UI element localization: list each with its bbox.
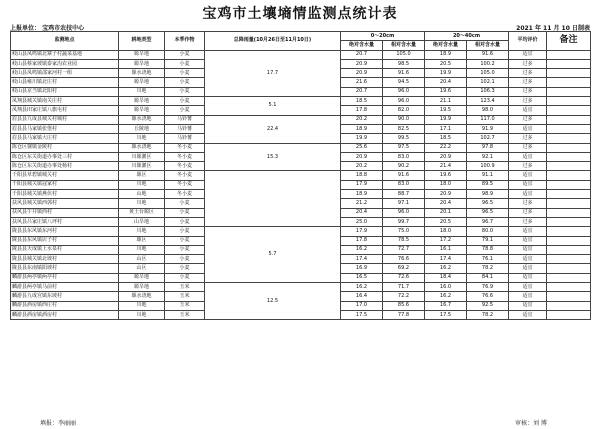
cell-remark [547,115,591,124]
footer-reviewer: 审核：刘 博 [515,420,547,427]
cell-rel-1: 97.5 [383,143,425,152]
cell-remark [547,78,591,87]
cell-crop: 马铃薯 [165,134,205,143]
cell-site: 岐山县雍川镇北庄村 [11,78,119,87]
cell-rel-2: 100.2 [467,59,509,68]
cell-rel-2: 76.1 [467,255,509,264]
cell-eval: 适宜 [509,106,547,115]
cell-remark [547,69,591,78]
cell-eval: 过多 [509,162,547,171]
cell-abs-2: 20.9 [425,152,467,161]
cell-abs-1: 20.9 [341,152,383,161]
cell-soil-type: 川塬灌区 [119,162,165,171]
cell-remark [547,255,591,264]
cell-rel-1: 71.7 [383,283,425,292]
cell-abs-2: 16.1 [425,245,467,254]
cell-crop: 小麦 [165,50,205,59]
cell-rel-2: 89.5 [467,180,509,189]
cell-rel-1: 85.6 [383,301,425,310]
cell-crop: 马铃薯 [165,124,205,133]
cell-rel-2: 98.9 [467,190,509,199]
cell-site: 扶风县吕家庄镇八坪村 [11,217,119,226]
cell-abs-2: 21.4 [425,162,467,171]
cell-rel-1: 96.0 [383,87,425,96]
cell-rel-2: 76.6 [467,292,509,301]
soil-moisture-table [10,31,591,320]
header-remark: 备注 [547,32,591,51]
cell-crop: 冬小麦 [165,143,205,152]
cell-crop: 小麦 [165,59,205,68]
cell-site: 陇县县天成镇上水泉村 [11,245,119,254]
header-abs-1: 绝对含水量 [341,41,383,50]
cell-rel-1: 82.5 [383,124,425,133]
cell-abs-1: 21.2 [341,199,383,208]
cell-site: 麟游县酒房镇酒房村 [11,310,119,319]
cell-site: 扶风县午井镇西村 [11,208,119,217]
cell-crop: 玉米 [165,301,205,310]
cell-site: 眉县县马家镇大庄村 [11,134,119,143]
cell-rel-2: 100.9 [467,162,509,171]
cell-site: 岐山县京当镇北阳村 [11,87,119,96]
cell-site: 陈仓区虢镇金陵村 [11,143,119,152]
cell-site: 麟游县九成宫镇东坡村 [11,292,119,301]
cell-abs-2: 22.2 [425,143,467,152]
cell-abs-1: 25.0 [341,217,383,226]
cell-soil-type: 川地 [119,180,165,189]
cell-soil-type: 川地 [119,199,165,208]
cell-eval: 过多 [509,199,547,208]
cell-eval: 适宜 [509,152,547,161]
cell-precip: 5.1 [205,97,341,116]
cell-site: 岐山县凤鸣镇邵家河村一组 [11,69,119,78]
cell-rel-2: 102.1 [467,78,509,87]
header-crop: 本季作物 [165,32,205,51]
cell-rel-1: 72.6 [383,273,425,282]
cell-rel-1: 76.6 [383,255,425,264]
cell-soil-type: 塬旱地 [119,106,165,115]
header-precip: 总降雨量(10月26日至11月10日) [205,32,341,51]
table-row [11,143,591,152]
cell-remark [547,208,591,217]
cell-crop: 小麦 [165,106,205,115]
header-eval: 平均评价 [509,32,547,51]
cell-rel-1: 99.5 [383,134,425,143]
cell-rel-2: 98.0 [467,106,509,115]
cell-abs-2: 20.1 [425,208,467,217]
cell-abs-1: 20.2 [341,162,383,171]
cell-eval: 适宜 [509,292,547,301]
cell-abs-2: 16.7 [425,301,467,310]
cell-soil-type: 塬区 [119,236,165,245]
cell-remark [547,171,591,180]
cell-eval: 适宜 [509,50,547,59]
cell-rel-2: 96.5 [467,199,509,208]
cell-abs-2: 20.5 [425,59,467,68]
cell-soil-type: 川地 [119,245,165,254]
cell-site: 陇县县东风镇店子村 [11,236,119,245]
cell-abs-2: 18.9 [425,50,467,59]
cell-eval: 适宜 [509,227,547,236]
cell-rel-2: 80.0 [467,227,509,236]
cell-remark [547,180,591,189]
cell-soil-type: 山地 [119,190,165,199]
cell-remark [547,134,591,143]
cell-abs-1: 17.0 [341,301,383,310]
cell-crop: 小麦 [165,217,205,226]
cell-soil-type: 川地 [119,301,165,310]
cell-abs-2: 20.5 [425,217,467,226]
cell-crop: 玉米 [165,310,205,319]
cell-abs-2: 18.5 [425,134,467,143]
cell-eval: 适宜 [509,245,547,254]
cell-remark [547,264,591,273]
cell-soil-type: 丘陵地 [119,124,165,133]
table-body [11,50,591,320]
cell-abs-2: 18.0 [425,180,467,189]
cell-eval: 过多 [509,78,547,87]
cell-rel-2: 105.0 [467,69,509,78]
cell-rel-1: 96.0 [383,208,425,217]
cell-soil-type: 塬旱地 [119,50,165,59]
cell-precip: 12.5 [205,283,341,320]
report-unit: 上报单位： 宝鸡市农技中心 [10,25,85,32]
cell-crop: 小麦 [165,208,205,217]
cell-crop: 玉米 [165,292,205,301]
cell-precip: 22.4 [205,115,341,143]
cell-site: 陇县县东南镇阳坡村 [11,264,119,273]
cell-soil-type: 塬区 [119,171,165,180]
cell-soil-type: 川塬灌区 [119,152,165,161]
cell-abs-1: 25.6 [341,143,383,152]
cell-soil-type: 塬旱地 [119,78,165,87]
cell-remark [547,50,591,59]
cell-remark [547,301,591,310]
cell-crop: 冬小麦 [165,190,205,199]
cell-abs-1: 18.5 [341,97,383,106]
cell-abs-1: 17.4 [341,255,383,264]
cell-eval: 过多 [509,97,547,106]
cell-site: 千阳县草碧镇城关村 [11,171,119,180]
cell-eval: 过多 [509,87,547,96]
cell-soil-type: 塬旱地 [119,283,165,292]
cell-eval: 适宜 [509,236,547,245]
cell-eval: 适宜 [509,301,547,310]
cell-rel-2: 78.8 [467,245,509,254]
cell-rel-1: 96.0 [383,97,425,106]
cell-rel-1: 82.0 [383,106,425,115]
table-row [11,283,591,292]
cell-abs-1: 17.8 [341,106,383,115]
cell-soil-type: 山区 [119,255,165,264]
cell-abs-1: 17.9 [341,227,383,236]
cell-site: 陈仓区东关街道办事处杨村 [11,162,119,171]
table-row [11,115,591,124]
cell-eval: 过多 [509,59,547,68]
cell-abs-1: 18.8 [341,171,383,180]
cell-remark [547,87,591,96]
cell-rel-2: 123.4 [467,97,509,106]
cell-rel-1: 90.2 [383,162,425,171]
cell-soil-type: 山区 [119,264,165,273]
cell-remark [547,124,591,133]
cell-rel-2: 92.5 [467,301,509,310]
cell-soil-type: 塬水浇地 [119,69,165,78]
cell-abs-2: 21.1 [425,97,467,106]
cell-abs-1: 16.2 [341,283,383,292]
cell-rel-1: 88.7 [383,190,425,199]
cell-soil-type: 塬旱地 [119,59,165,68]
cell-rel-1: 72.7 [383,245,425,254]
cell-rel-1: 72.2 [383,292,425,301]
cell-soil-type: 塬水浇地 [119,115,165,124]
cell-soil-type: 黄土台塬区 [119,208,165,217]
cell-remark [547,245,591,254]
cell-rel-2: 91.9 [467,124,509,133]
cell-abs-1: 16.2 [341,245,383,254]
cell-soil-type: 川地 [119,227,165,236]
cell-crop: 小麦 [165,199,205,208]
cell-site: 岐山县蔡家坡镇泰家沟农业园 [11,59,119,68]
cell-remark [547,217,591,226]
cell-rel-1: 83.0 [383,152,425,161]
cell-eval: 过多 [509,69,547,78]
cell-rel-2: 78.2 [467,310,509,319]
cell-abs-2: 20.9 [425,190,467,199]
cell-rel-1: 97.1 [383,199,425,208]
cell-remark [547,190,591,199]
cell-site: 眉县县马家镇张堡村 [11,124,119,133]
cell-crop: 冬小麦 [165,162,205,171]
cell-site: 岐山县凤鸣镇北寨子村蔬菜基地 [11,50,119,59]
cell-rel-2: 96.5 [467,208,509,217]
cell-site: 眉县县九成县城关村城村 [11,115,119,124]
cell-rel-1: 75.0 [383,227,425,236]
report-date: 2021 年 11 月 10 日制表 [516,25,590,32]
cell-abs-2: 20.4 [425,78,467,87]
cell-abs-2: 17.1 [425,124,467,133]
cell-crop: 小麦 [165,227,205,236]
cell-abs-1: 21.6 [341,78,383,87]
cell-abs-1: 20.7 [341,50,383,59]
header-abs-2: 绝对含水量 [425,41,467,50]
table-row [11,97,591,106]
cell-rel-2: 102.7 [467,134,509,143]
cell-abs-1: 20.9 [341,69,383,78]
cell-crop: 马铃薯 [165,115,205,124]
cell-soil-type: 塬旱地 [119,273,165,282]
cell-abs-1: 17.5 [341,310,383,319]
cell-eval: 过多 [509,208,547,217]
cell-eval: 过多 [509,143,547,152]
table-row [11,50,591,59]
table-row [11,171,591,180]
cell-soil-type: 塬水浇地 [119,292,165,301]
table-row [11,227,591,236]
cell-abs-1: 17.8 [341,236,383,245]
cell-crop: 玉米 [165,283,205,292]
cell-remark [547,227,591,236]
cell-abs-2: 19.9 [425,115,467,124]
cell-rel-1: 78.5 [383,236,425,245]
cell-precip: 15.3 [205,143,341,171]
cell-rel-1: 91.6 [383,171,425,180]
cell-crop: 小麦 [165,264,205,273]
cell-rel-2: 91.6 [467,50,509,59]
cell-abs-2: 16.2 [425,292,467,301]
cell-eval: 适宜 [509,255,547,264]
cell-crop: 冬小麦 [165,171,205,180]
cell-abs-2: 19.5 [425,106,467,115]
cell-rel-2: 91.1 [467,171,509,180]
cell-abs-2: 20.4 [425,199,467,208]
cell-precip: 5.7 [205,227,341,283]
cell-rel-2: 76.9 [467,283,509,292]
cell-remark [547,199,591,208]
cell-soil-type: 塬水浇地 [119,143,165,152]
cell-precip [205,171,341,227]
cell-remark [547,292,591,301]
cell-soil-type: 川地 [119,134,165,143]
cell-site: 千阳县城关镇燕伏村 [11,190,119,199]
footer-filler: 填报：李丽丽 [40,420,77,427]
cell-abs-1: 20.4 [341,208,383,217]
cell-eval: 适宜 [509,124,547,133]
header-site: 监测地点 [11,32,119,51]
cell-abs-2: 17.2 [425,236,467,245]
cell-crop: 小麦 [165,236,205,245]
cell-eval: 适宜 [509,180,547,189]
cell-abs-1: 20.7 [341,87,383,96]
cell-eval: 过多 [509,115,547,124]
cell-soil-type: 川地 [119,310,165,319]
cell-abs-2: 19.6 [425,171,467,180]
cell-site: 麟游县两亭镇马前村 [11,283,119,292]
cell-remark [547,97,591,106]
cell-crop: 小麦 [165,245,205,254]
cell-site: 凤翔县城关镇南关庄村 [11,97,119,106]
cell-rel-2: 106.3 [467,87,509,96]
cell-rel-1: 69.2 [383,264,425,273]
cell-site: 麟游县两亭镇两亭村 [11,273,119,282]
cell-crop: 冬小麦 [165,180,205,189]
cell-remark [547,59,591,68]
cell-abs-2: 19.6 [425,87,467,96]
cell-rel-2: 117.0 [467,115,509,124]
cell-site: 陇县县东风镇东河村 [11,227,119,236]
cell-rel-1: 98.5 [383,59,425,68]
cell-crop: 小麦 [165,69,205,78]
cell-abs-1: 20.9 [341,59,383,68]
cell-eval: 适宜 [509,264,547,273]
cell-remark [547,236,591,245]
header-rel-2: 相对含水量 [467,41,509,50]
cell-soil-type: 川地 [119,87,165,96]
cell-crop: 小麦 [165,87,205,96]
cell-site: 千阳县城关镇寇家村 [11,180,119,189]
page-title: 宝鸡市土壤墒情监测点统计表 [202,6,398,22]
cell-rel-2: 79.1 [467,236,509,245]
cell-abs-1: 18.9 [341,124,383,133]
cell-site: 麟游县酒房镇西庄村 [11,301,119,310]
cell-abs-2: 18.0 [425,227,467,236]
cell-remark [547,162,591,171]
cell-rel-1: 90.0 [383,115,425,124]
cell-crop: 小麦 [165,255,205,264]
cell-remark [547,310,591,319]
cell-abs-1: 17.9 [341,180,383,189]
cell-abs-1: 18.9 [341,190,383,199]
cell-eval: 过多 [509,217,547,226]
cell-remark [547,143,591,152]
cell-eval: 适宜 [509,283,547,292]
cell-abs-2: 16.2 [425,264,467,273]
cell-abs-1: 19.9 [341,134,383,143]
cell-crop: 冬小麦 [165,152,205,161]
cell-abs-2: 17.5 [425,310,467,319]
cell-rel-1: 77.8 [383,310,425,319]
cell-rel-2: 96.7 [467,217,509,226]
cell-abs-2: 16.0 [425,283,467,292]
cell-rel-1: 99.7 [383,217,425,226]
cell-rel-1: 105.0 [383,50,425,59]
cell-eval: 过多 [509,134,547,143]
cell-rel-1: 83.0 [383,180,425,189]
cell-rel-1: 91.6 [383,69,425,78]
cell-abs-2: 17.4 [425,255,467,264]
cell-remark [547,283,591,292]
cell-abs-1: 16.9 [341,264,383,273]
cell-remark [547,273,591,282]
cell-eval: 适宜 [509,171,547,180]
cell-site: 陇县县城关镇北坡村 [11,255,119,264]
cell-crop: 小麦 [165,78,205,87]
header-depth-0-20: 0～20cm [341,32,425,41]
header-depth-20-40: 20～40cm [425,32,509,41]
cell-abs-2: 19.9 [425,69,467,78]
cell-eval: 适宜 [509,310,547,319]
cell-abs-1: 20.2 [341,115,383,124]
cell-crop: 小麦 [165,273,205,282]
cell-rel-1: 94.5 [383,78,425,87]
cell-eval: 适宜 [509,190,547,199]
cell-crop: 小麦 [165,97,205,106]
cell-abs-2: 18.4 [425,273,467,282]
cell-site: 陈仓区东关街道办事处三村 [11,152,119,161]
cell-eval: 适宜 [509,273,547,282]
cell-remark [547,106,591,115]
cell-abs-1: 16.4 [341,292,383,301]
cell-soil-type: 山旱地 [119,217,165,226]
cell-site: 凤翔县田家庄镇八旗屯村 [11,106,119,115]
cell-abs-1: 16.5 [341,273,383,282]
cell-rel-2: 78.2 [467,264,509,273]
cell-rel-2: 84.1 [467,273,509,282]
header-rel-1: 相对含水量 [383,41,425,50]
header-soil-type: 耕地类型 [119,32,165,51]
cell-rel-2: 97.8 [467,143,509,152]
cell-soil-type: 塬旱地 [119,97,165,106]
cell-remark [547,152,591,161]
cell-site: 扶风县城关镇西郭村 [11,199,119,208]
cell-precip: 17.7 [205,50,341,96]
cell-rel-2: 92.1 [467,152,509,161]
